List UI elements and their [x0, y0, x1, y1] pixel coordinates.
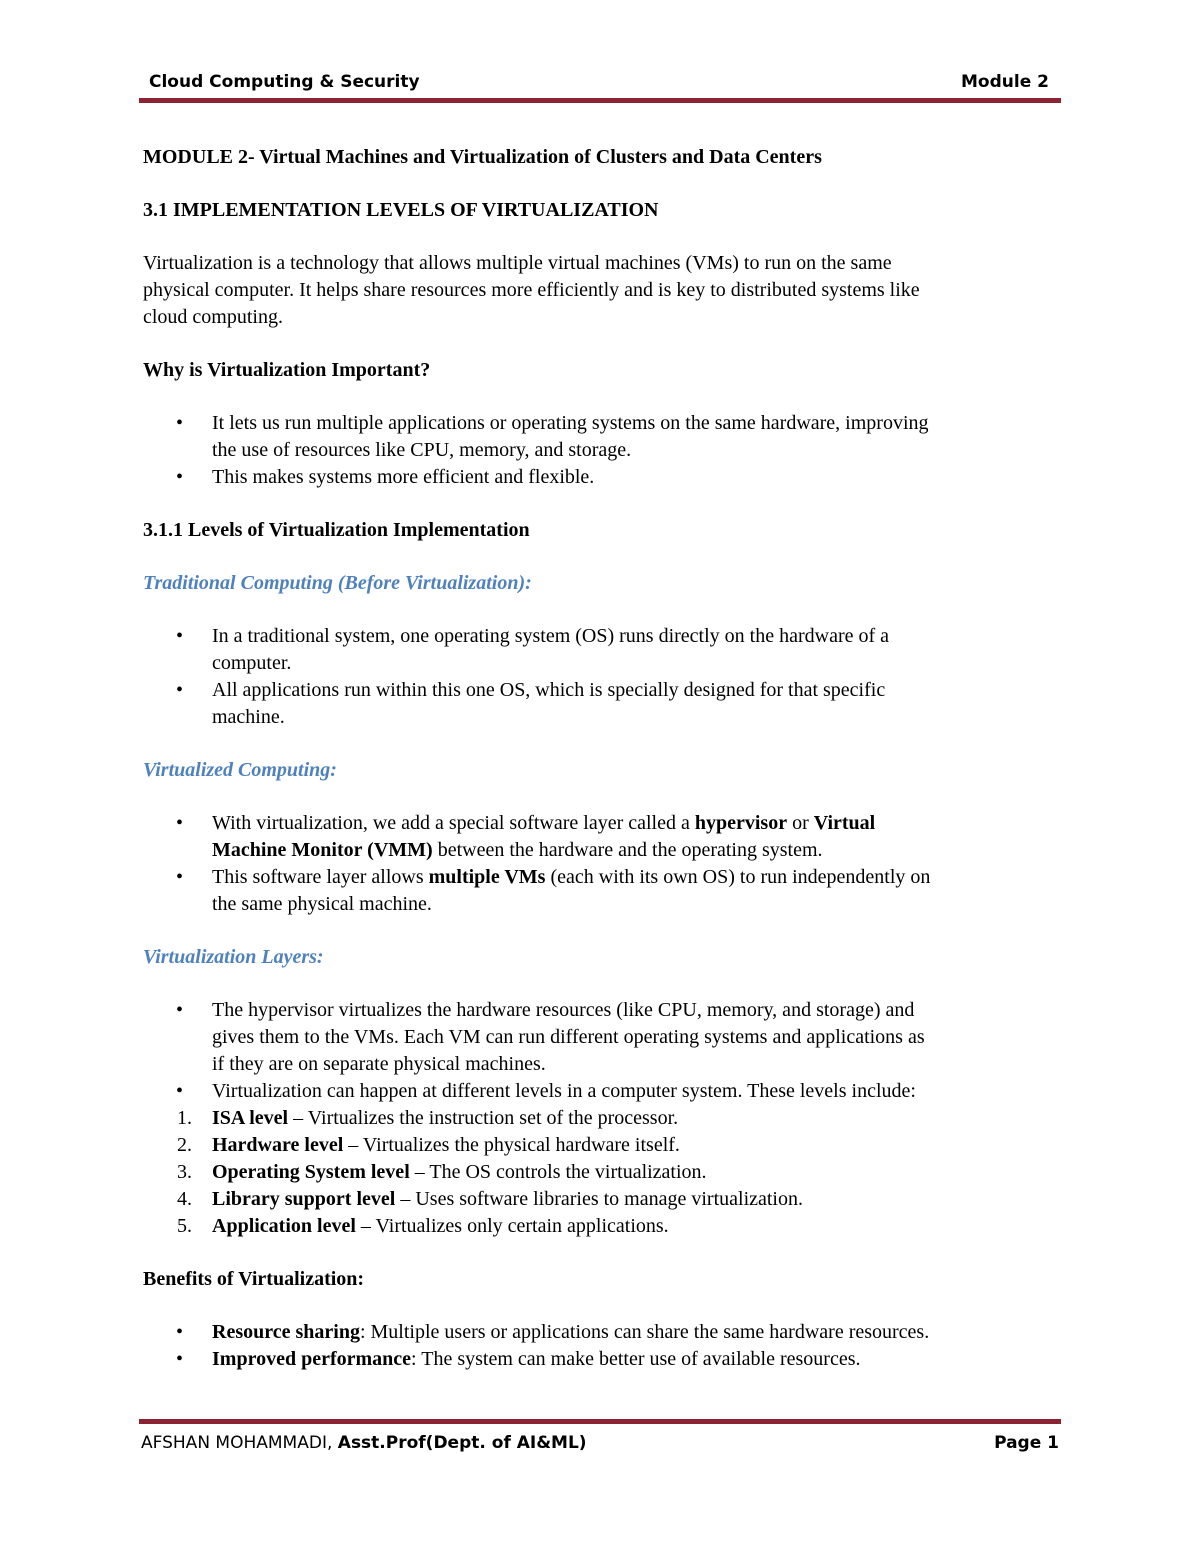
list-item: • It lets us run multiple applications or operating systems on the same hardware, improving the use of resources like CPU, memory, and storage.	[143, 410, 1061, 464]
list-item: • Improved performance: The system can make better use of available resources.	[143, 1346, 1061, 1373]
header-course-title: Cloud Computing & Security	[149, 72, 420, 92]
numbered-item: 1. ISA level – Virtualizes the instruction set of the processor.	[177, 1107, 679, 1129]
list-item: • This makes systems more efficient and flexible.	[143, 464, 1061, 491]
header-rule	[139, 98, 1061, 103]
list-item: • The hypervisor virtualizes the hardware resources (like CPU, memory, and storage) and gives them to the VMs. Each VM can run different operating systems and applications as if they are on separate physical machines.	[143, 997, 1061, 1078]
list-item: • This software layer allows multiple VMs (each with its own OS) to run independently on the same physical machine.	[143, 864, 1061, 918]
list-item: • In a traditional system, one operating system (OS) runs directly on the hardware of a computer.	[143, 623, 1061, 677]
footer-rule	[139, 1419, 1061, 1424]
numbered-item: 4. Library support level – Uses software libraries to manage virtualization.	[177, 1188, 803, 1210]
page-header	[139, 70, 1061, 98]
traditional-heading: Traditional Computing (Before Virtualization):	[143, 572, 532, 594]
benefits-list	[143, 1319, 1061, 1373]
why-heading: Why is Virtualization Important?	[143, 359, 431, 381]
virtualized-list	[143, 810, 1061, 918]
virtualized-heading: Virtualized Computing:	[143, 759, 337, 781]
levels-numbered-list	[143, 1105, 1061, 1240]
page-number: Page 1	[994, 1433, 1059, 1453]
layers-list	[143, 997, 1061, 1105]
why-list	[143, 410, 1061, 491]
traditional-list	[143, 623, 1061, 731]
footer-author: AFSHAN MOHAMMADI, Asst.Prof(Dept. of AI&ML)	[141, 1433, 587, 1453]
list-item: • With virtualization, we add a special software layer called a hypervisor or Virtual Machine Monitor (VMM) between the hardware and the operating system.	[143, 810, 1061, 864]
document-body	[143, 128, 1061, 1373]
list-item: • All applications run within this one OS, which is specially designed for that specific machine.	[143, 677, 1061, 731]
numbered-item: 3. Operating System level – The OS controls the virtualization.	[177, 1161, 707, 1183]
numbered-item: 5. Application level – Virtualizes only certain applications.	[177, 1215, 669, 1237]
levels-heading: 3.1.1 Levels of Virtualization Implementation	[143, 519, 530, 541]
module-title: MODULE 2- Virtual Machines and Virtualization of Clusters and Data Centers	[143, 146, 822, 168]
list-item: • Virtualization can happen at different levels in a computer system. These levels include:	[143, 1078, 1061, 1105]
list-item: • Resource sharing: Multiple users or applications can share the same hardware resources.	[143, 1319, 1061, 1346]
header-module-label: Module 2	[961, 72, 1049, 92]
numbered-item: 2. Hardware level – Virtualizes the physical hardware itself.	[177, 1134, 680, 1156]
benefits-heading: Benefits of Virtualization:	[143, 1268, 365, 1290]
layers-heading: Virtualization Layers:	[143, 946, 324, 968]
section-heading: 3.1 IMPLEMENTATION LEVELS OF VIRTUALIZATION	[143, 199, 659, 221]
intro-paragraph: Virtualization is a technology that allows multiple virtual machines (VMs) to run on the same physical computer. It helps share resources more efficiently and is key to distributed systems like cloud computing.	[143, 252, 920, 328]
